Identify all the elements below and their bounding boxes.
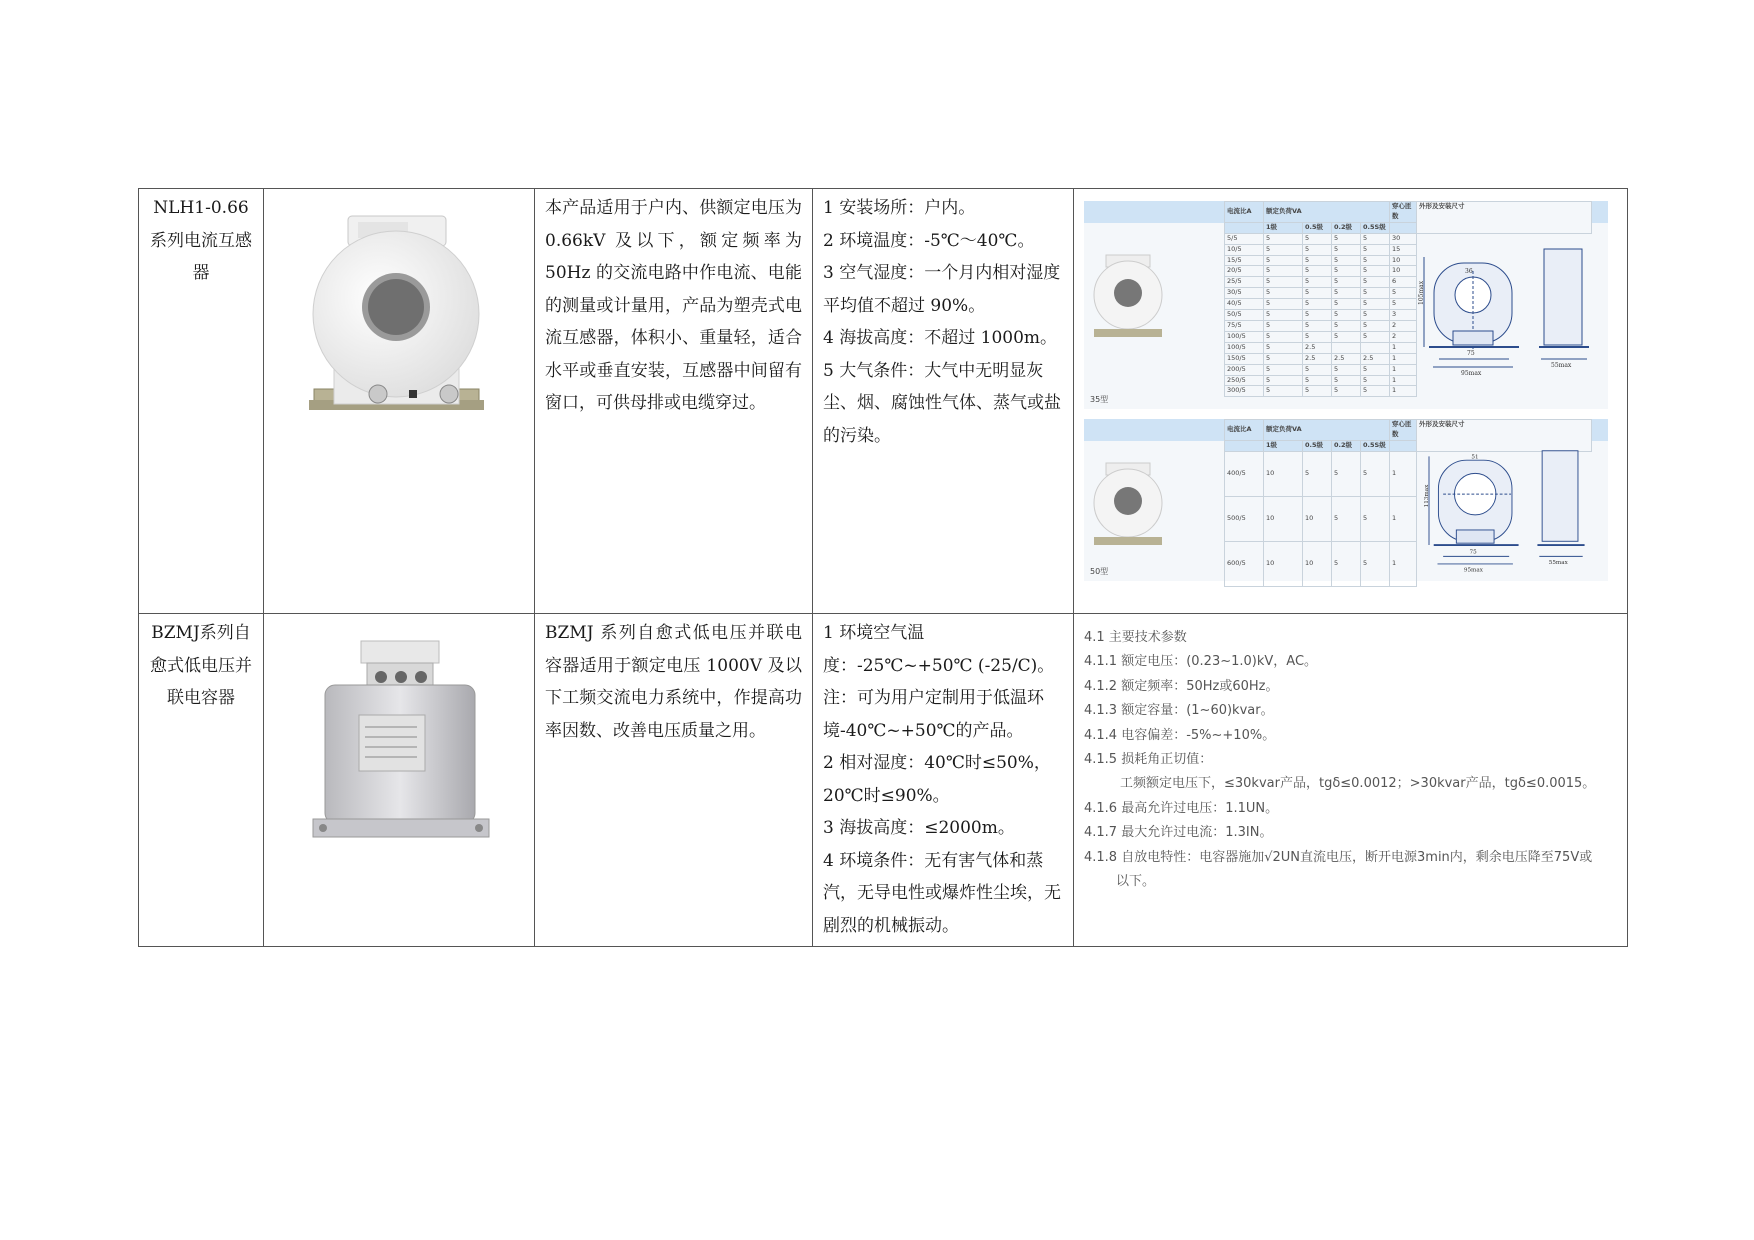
condition-item: 4 海拔高度：不超过 1000m。 <box>823 328 1058 348</box>
spec-cell: 10/5 <box>1225 244 1264 255</box>
dim-height: 105max <box>1418 280 1425 305</box>
condition-item: 3 空气湿度：一个月内相对湿度平均值不超过 90%。 <box>823 263 1061 316</box>
spec-cell: 2.5 <box>1332 353 1361 364</box>
spec-cell: 5 <box>1332 266 1361 277</box>
spec-cell: 5 <box>1332 299 1361 310</box>
spec-cell: 5 <box>1303 386 1332 397</box>
spec-cell: 5 <box>1303 277 1332 288</box>
spec-cell: 5 <box>1332 364 1361 375</box>
spec-cell: 250/5 <box>1225 375 1264 386</box>
spec-cell: 5 <box>1332 233 1361 244</box>
param-item: 4.1.6 最高允许过电压：1.1UN。 <box>1084 800 1279 816</box>
spec-cell: 5 <box>1264 320 1303 331</box>
col-subheader: 0.2级 <box>1332 222 1361 233</box>
spec-cell: 300/5 <box>1225 386 1264 397</box>
spec-cell: 15 <box>1390 244 1417 255</box>
current-transformer-thumbnail <box>1088 251 1170 347</box>
tech-params <box>1074 614 1627 904</box>
spec-cell: 25/5 <box>1225 277 1264 288</box>
product-name: NLH1-0.66系列电流互感器 <box>150 198 252 283</box>
dim-hole: 36 <box>1465 268 1473 275</box>
current-transformer-thumbnail <box>1088 459 1170 555</box>
spec-cell: 5 <box>1390 299 1417 310</box>
spec-cell: 5 <box>1264 266 1303 277</box>
conditions-list <box>813 189 1073 456</box>
spec-cell: 200/5 <box>1225 364 1264 375</box>
param-item: 4.1.7 最大允许过电流：1.3IN。 <box>1084 825 1273 841</box>
spec-cell: 5 <box>1303 288 1332 299</box>
condition-item: 3 海拔高度：≤2000m。 <box>823 818 1015 838</box>
spec-cell: 5 <box>1361 375 1390 386</box>
spec-cell: 1 <box>1390 496 1417 541</box>
spec-cell: 5 <box>1361 277 1390 288</box>
spec-cell: 100/5 <box>1225 331 1264 342</box>
spec-sheet-35 <box>1084 201 1608 409</box>
col-header: 外形及安装尺寸 <box>1417 202 1592 234</box>
spec-cell: 1 <box>1390 541 1417 586</box>
spec-cell: 5 <box>1361 386 1390 397</box>
spec-cell: 5 <box>1264 310 1303 321</box>
spec-cell: 5 <box>1264 375 1303 386</box>
spec-sheet-50 <box>1084 419 1608 581</box>
spec-cell: 150/5 <box>1225 353 1264 364</box>
product-table <box>138 188 1628 947</box>
spec-cell: 5 <box>1332 386 1361 397</box>
spec-cell: 5 <box>1332 255 1361 266</box>
spec-cell: 5 <box>1361 320 1390 331</box>
product-name-cell <box>139 189 264 614</box>
spec-cell: 1 <box>1390 451 1417 496</box>
spec-cell: 30/5 <box>1225 288 1264 299</box>
spec-cell: 2 <box>1390 331 1417 342</box>
current-transformer-photo <box>304 214 494 429</box>
spec-cell: 1 <box>1390 375 1417 386</box>
spec-cell: 5 <box>1361 299 1390 310</box>
spec-cell: 5 <box>1264 353 1303 364</box>
spec-cell: 75/5 <box>1225 320 1264 331</box>
col-subheader: 0.5S级 <box>1361 440 1390 451</box>
spec-cell: 5 <box>1361 255 1390 266</box>
product-description: 本产品适用于户内、供额定电压为 0.66kV 及以下，额定频率为 50Hz 的交流电路中作电流、电能的测量或计量用，产品为塑壳式电流互感器，体积小、重量轻，适合水平或垂直安装，互感器中间留有窗口，可供母排或电缆穿过。 <box>545 198 802 413</box>
spec-cell: 5 <box>1264 342 1303 353</box>
param-item: 4.1.4 电容偏差：-5%~+10%。 <box>1084 727 1276 743</box>
spec-cell: 5 <box>1361 541 1390 586</box>
dim-base: 95max <box>1461 370 1482 377</box>
spec-cell: 1 <box>1390 342 1417 353</box>
param-item: 4.1.8 自放电特性：电容器施加√2UN直流电压，断开电源3min内，剩余电压降至75V或 <box>1084 849 1593 865</box>
spec-cell: 5 <box>1303 320 1332 331</box>
col-header: 外形及安装尺寸 <box>1417 420 1592 452</box>
condition-item: 1 环境空气温度：-25℃~+50℃ (-25/C)。 <box>823 623 1055 676</box>
dim-depth: 55max <box>1551 362 1572 369</box>
spec-cell: 5 <box>1332 496 1361 541</box>
spec-cell: 5 <box>1332 244 1361 255</box>
product-photo-cell <box>264 189 535 614</box>
spec-cell: 500/5 <box>1225 496 1264 541</box>
spec-cell: 6 <box>1390 277 1417 288</box>
spec-cell: 2 <box>1390 320 1417 331</box>
dim-hole: 51 <box>1471 454 1479 461</box>
dimension-drawing <box>1419 447 1604 579</box>
col-header: 电流比A <box>1225 202 1264 223</box>
conditions-cell <box>813 614 1074 947</box>
spec-cell: 10 <box>1390 266 1417 277</box>
dim-depth: 55max <box>1548 559 1568 566</box>
product-description: BZMJ 系列自愈式低电压并联电容器适用于额定电压 1000V 及以下工频交流电力系统中，作提高功率因数、改善电压质量之用。 <box>545 623 802 741</box>
spec-cell: 5 <box>1264 386 1303 397</box>
col-subheader: 1级 <box>1264 222 1303 233</box>
col-header: 额定负荷VA <box>1264 202 1390 223</box>
spec-cell: 600/5 <box>1225 541 1264 586</box>
conditions-list <box>813 614 1073 946</box>
spec-cell: 10 <box>1303 496 1332 541</box>
model-label: 50型 <box>1090 567 1109 576</box>
spec-cell: 5 <box>1264 299 1303 310</box>
condition-item: 4 环境条件：无有害气体和蒸汽，无导电性或爆炸性尘埃，无剧烈的机械振动。 <box>823 850 1061 936</box>
capacitor-photo <box>309 639 494 844</box>
spec-cell: 5 <box>1303 244 1332 255</box>
spec-cell: 5 <box>1361 331 1390 342</box>
col-subheader: 0.5级 <box>1303 440 1332 451</box>
col-subheader: 0.5S级 <box>1361 222 1390 233</box>
spec-cell: 5 <box>1361 364 1390 375</box>
spec-cell: 5 <box>1264 277 1303 288</box>
spec-cell: 400/5 <box>1225 451 1264 496</box>
spec-cell: 5 <box>1332 277 1361 288</box>
spec-cell: 5 <box>1361 233 1390 244</box>
spec-cell: 5 <box>1264 331 1303 342</box>
spec-cell: 2.5 <box>1303 353 1332 364</box>
spec-cell: 5 <box>1361 288 1390 299</box>
spec-cell: 5 <box>1361 310 1390 321</box>
dim-width: 75 <box>1467 350 1475 357</box>
param-tail: 以下。 <box>1116 874 1156 890</box>
spec-cell: 5 <box>1332 331 1361 342</box>
spec-cell: 5 <box>1303 451 1332 496</box>
spec-cell: 5 <box>1303 233 1332 244</box>
param-item: 4.1.2 额定频率：50Hz或60Hz。 <box>1084 678 1279 694</box>
condition-note: 注：可为用户定制用于低温环境-40℃~+50℃的产品。 <box>823 688 1044 741</box>
spec-cell: 5 <box>1303 364 1332 375</box>
spec-cell: 10 <box>1264 496 1303 541</box>
spec-cell: 5 <box>1264 233 1303 244</box>
product-name-cell <box>139 614 264 947</box>
spec-cell: 5 <box>1361 451 1390 496</box>
spec-cell: 3 <box>1390 310 1417 321</box>
spec-cell: 5 <box>1264 288 1303 299</box>
spec-cell: 5 <box>1332 375 1361 386</box>
spec-cell: 20/5 <box>1225 266 1264 277</box>
spec-cell: 10 <box>1264 541 1303 586</box>
spec-cell: 5 <box>1264 364 1303 375</box>
description-cell <box>535 189 813 614</box>
condition-item: 2 环境温度：-5℃～40℃。 <box>823 230 1035 251</box>
product-name: BZMJ系列自愈式低电压并联电容器 <box>150 623 252 708</box>
param-item: 4.1.1 额定电压：(0.23~1.0)kV，AC。 <box>1084 654 1318 670</box>
spec-cell: 5 <box>1361 266 1390 277</box>
spec-cell: 15/5 <box>1225 255 1264 266</box>
spec-cell: 10 <box>1264 451 1303 496</box>
spec-cell: 5 <box>1332 451 1361 496</box>
condition-item: 5 大气条件：大气中无明显灰尘、烟、腐蚀性气体、蒸气或盐的污染。 <box>823 360 1061 446</box>
spec-cell: 5 <box>1332 541 1361 586</box>
product-photo-cell <box>264 614 535 947</box>
col-header: 额定负荷VA <box>1264 420 1390 441</box>
spec-cell: 5 <box>1303 331 1332 342</box>
spec-cell: 40/5 <box>1225 299 1264 310</box>
condition-item: 1 安装场所：户内。 <box>823 198 976 218</box>
table-row <box>139 614 1628 947</box>
spec-cell: 50/5 <box>1225 310 1264 321</box>
spec-cell: 5 <box>1303 375 1332 386</box>
model-label: 35型 <box>1090 395 1109 404</box>
spec-cell: 5 <box>1303 255 1332 266</box>
spec-cell: 5 <box>1303 310 1332 321</box>
spec-cell: 1 <box>1390 386 1417 397</box>
param-item: 4.1.5 损耗角正切值： <box>1084 752 1213 768</box>
col-subheader: 0.5级 <box>1303 222 1332 233</box>
tech-params-cell <box>1074 614 1628 947</box>
param-detail: 工频额定电压下，≤30kvar产品，tgδ≤0.0012；>30kvar产品，tgδ≤0.0015。 <box>1120 776 1596 792</box>
dim-base: 95max <box>1463 567 1483 574</box>
table-row <box>139 189 1628 614</box>
dim-width: 75 <box>1469 549 1477 556</box>
col-subheader: 1级 <box>1264 440 1303 451</box>
dim-height: 113max <box>1424 484 1431 508</box>
condition-item: 2 相对湿度：40℃时≤50%，20℃时≤90%。 <box>823 753 1051 806</box>
spec-cell: 5 <box>1332 320 1361 331</box>
spec-cell: 5/5 <box>1225 233 1264 244</box>
spec-sheet-cell <box>1074 189 1628 614</box>
spec-cell: 5 <box>1332 310 1361 321</box>
spec-cell: 2.5 <box>1303 342 1332 353</box>
spec-cell: 100/5 <box>1225 342 1264 353</box>
spec-cell: 1 <box>1390 364 1417 375</box>
col-header: 穿心匝数 <box>1390 202 1417 223</box>
spec-cell: 2.5 <box>1361 353 1390 364</box>
params-title: 4.1 主要技术参数 <box>1084 630 1187 645</box>
spec-cell: 5 <box>1332 288 1361 299</box>
spec-cell: 5 <box>1264 255 1303 266</box>
conditions-cell <box>813 189 1074 614</box>
spec-cell <box>1332 342 1361 353</box>
spec-cell: 10 <box>1303 541 1332 586</box>
spec-cell: 5 <box>1390 288 1417 299</box>
spec-cell <box>1361 342 1390 353</box>
col-subheader: 0.2级 <box>1332 440 1361 451</box>
spec-cell: 5 <box>1303 266 1332 277</box>
spec-cell: 10 <box>1390 255 1417 266</box>
spec-cell: 5 <box>1303 299 1332 310</box>
col-header: 穿心匝数 <box>1390 420 1417 441</box>
spec-cell: 5 <box>1361 244 1390 255</box>
dimension-drawing <box>1419 231 1604 407</box>
spec-cell: 5 <box>1361 496 1390 541</box>
spec-cell: 5 <box>1264 244 1303 255</box>
col-header: 电流比A <box>1225 420 1264 441</box>
spec-cell: 1 <box>1390 353 1417 364</box>
spec-cell: 30 <box>1390 233 1417 244</box>
param-item: 4.1.3 额定容量：(1~60)kvar。 <box>1084 703 1274 719</box>
description-cell <box>535 614 813 947</box>
